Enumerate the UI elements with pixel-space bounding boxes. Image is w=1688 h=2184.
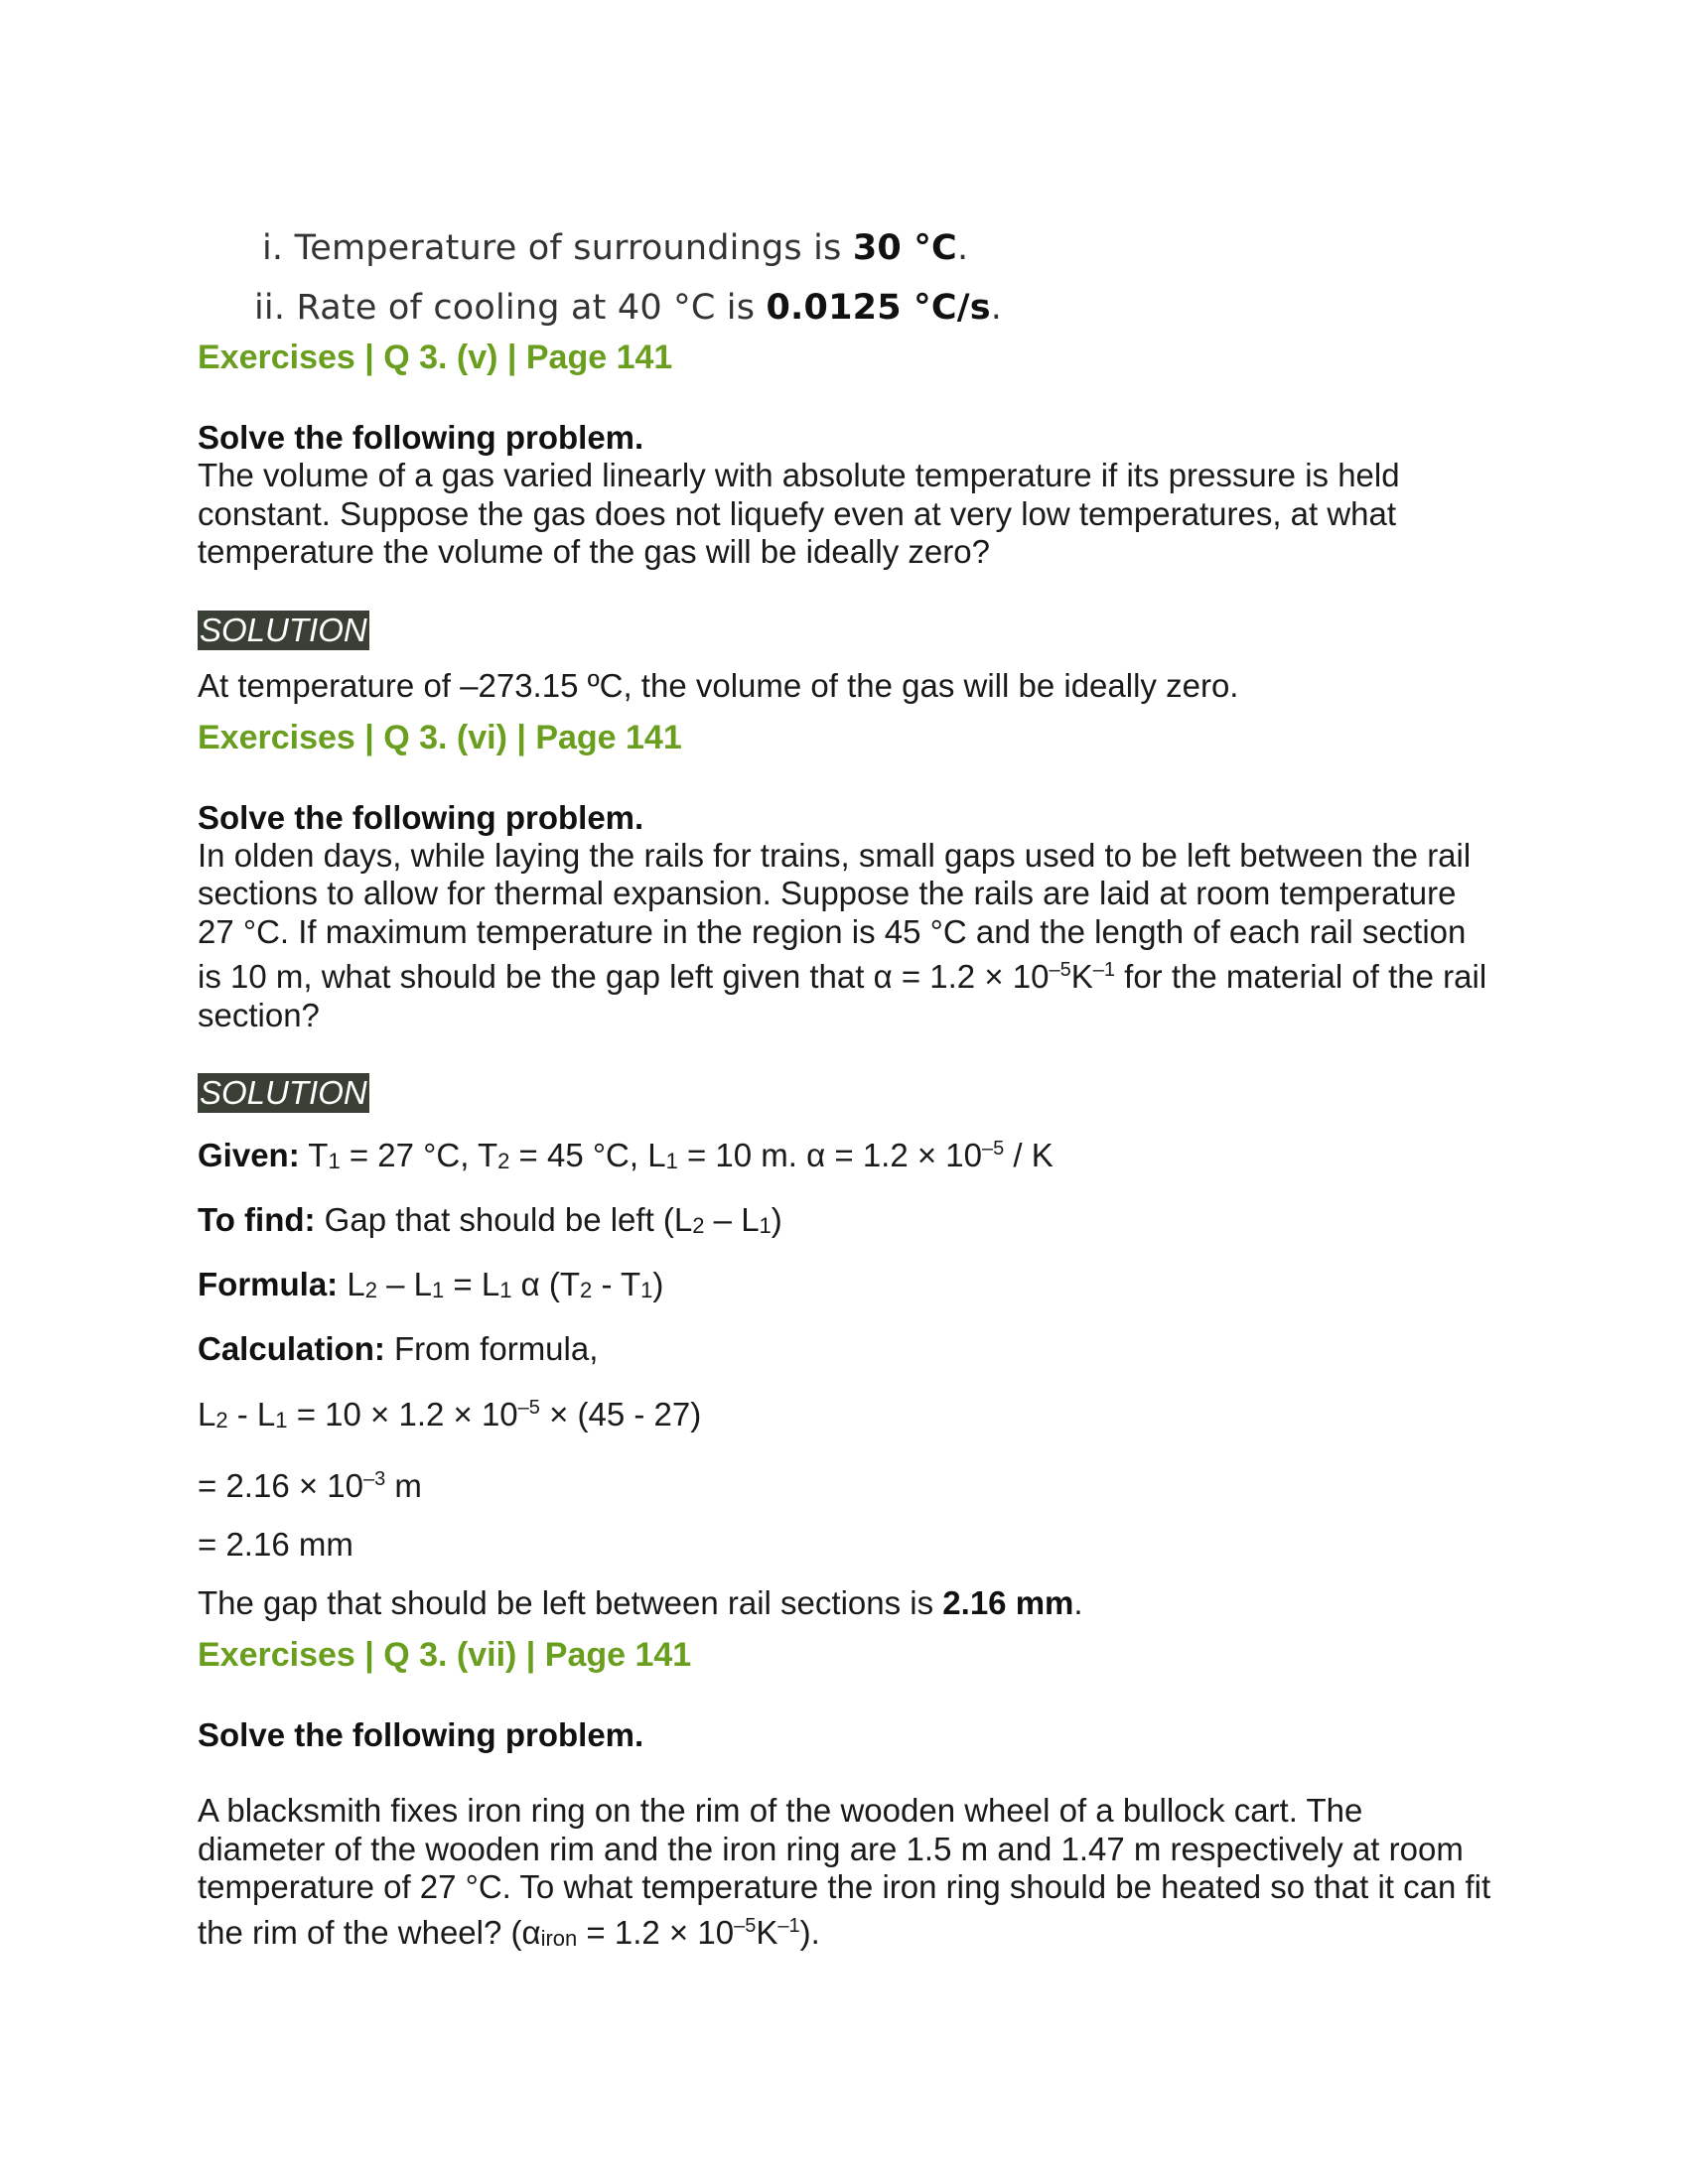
- formula-text: L: [338, 1266, 365, 1302]
- question-body: [198, 1792, 1498, 1958]
- exponent: –1: [777, 1914, 800, 1937]
- subscript: 2: [580, 1278, 593, 1302]
- question-body-text: ).: [799, 1913, 820, 1951]
- subscript: iron: [540, 1925, 578, 1951]
- exponent: –1: [1092, 959, 1115, 981]
- conclusion-text: The gap that should be left between rail sections is: [198, 1584, 943, 1621]
- unit-text: K: [756, 1913, 778, 1951]
- subscript: 2: [364, 1278, 377, 1302]
- given-line: [198, 1129, 1498, 1181]
- subscript: 2: [215, 1408, 228, 1433]
- subscript: 1: [328, 1149, 341, 1173]
- calc-text: = 2.16 × 10: [198, 1467, 363, 1504]
- calculation-line: [198, 1329, 1498, 1369]
- formula-label: Formula:: [198, 1266, 339, 1302]
- calc-text: L: [198, 1396, 216, 1433]
- question-body: The volume of a gas varied linearly with absolute temperature if its pressure is held constant. Suppose the gas does not liquefy even at very low temperatures, at what temperature the volume of the gas will be ideally zero?: [198, 457, 1400, 570]
- exercise-heading-q3-v[interactable]: Exercises | Q 3. (v) | Page 141: [198, 339, 673, 376]
- conclusion-value: 2.16 mm: [942, 1584, 1074, 1621]
- answer-item-1-value: 30 °C: [852, 228, 957, 268]
- given-text: T: [308, 1137, 329, 1173]
- calc-text: × (45 - 27): [539, 1396, 702, 1433]
- calculation-text: From formula,: [384, 1330, 599, 1367]
- subscript: 1: [432, 1278, 445, 1302]
- question-title: Solve the following problem.: [198, 419, 644, 456]
- question-title: Solve the following problem.: [198, 1716, 644, 1753]
- answer-item-1-text: i. Temperature of surroundings is: [262, 228, 853, 268]
- answer-item-2-value: 0.0125 °C/s: [766, 288, 991, 328]
- subscript: 1: [275, 1408, 288, 1433]
- answer-item-2-text: ii. Rate of cooling at 40 °C is: [254, 288, 767, 328]
- calc-text: - L: [227, 1396, 276, 1433]
- exponent: –3: [362, 1468, 386, 1490]
- unit-text: K: [1070, 958, 1093, 995]
- question-body-text: for the material of the rail section?: [198, 958, 1487, 1033]
- formula-line: [198, 1265, 1498, 1310]
- to-find-text: – L: [704, 1201, 760, 1238]
- subscript: 1: [499, 1278, 512, 1302]
- document-page: [198, 218, 1498, 1958]
- to-find-line: [198, 1200, 1498, 1246]
- given-label: Given:: [198, 1137, 300, 1173]
- calculation-step-2: [198, 1459, 1498, 1506]
- solution-badge[interactable]: SOLUTION: [200, 1074, 367, 1111]
- subscript: 1: [759, 1213, 772, 1238]
- conclusion-end: .: [1073, 1584, 1083, 1621]
- formula-text: - T: [592, 1266, 641, 1302]
- formula-text: – L: [376, 1266, 432, 1302]
- exponent: –5: [517, 1397, 540, 1419]
- answer-item-2: [198, 278, 1498, 338]
- calculation-label: Calculation:: [198, 1330, 385, 1367]
- formula-text: = L: [444, 1266, 500, 1302]
- calculation-step-1: [198, 1388, 1498, 1440]
- given-text: = 27 °C, T: [340, 1137, 498, 1173]
- subscript: 1: [640, 1278, 653, 1302]
- exercise-heading-q3-vii[interactable]: Exercises | Q 3. (vii) | Page 141: [198, 1636, 692, 1674]
- calculation-step-3: = 2.16 mm: [198, 1526, 353, 1563]
- solution-answer: At temperature of –273.15 ºC, the volume of the gas will be ideally zero.: [198, 666, 1239, 704]
- formula-text: α (T: [511, 1266, 581, 1302]
- calc-text: = 10 × 1.2 × 10: [287, 1396, 518, 1433]
- question-body-text: = 1.2 × 10: [577, 1913, 735, 1951]
- given-text: / K: [1004, 1137, 1054, 1173]
- exponent: –5: [982, 1138, 1005, 1160]
- answer-item-1: [198, 218, 1498, 278]
- to-find-text: Gap that should be left (L: [315, 1201, 693, 1238]
- subscript: 2: [692, 1213, 705, 1238]
- question-title: Solve the following problem.: [198, 798, 644, 836]
- subscript: 2: [497, 1149, 510, 1173]
- subscript: 1: [665, 1149, 678, 1173]
- question-body: [198, 837, 1498, 1035]
- answer-item-2-end: .: [990, 288, 1003, 328]
- exercise-heading-q3-vi[interactable]: Exercises | Q 3. (vi) | Page 141: [198, 718, 682, 756]
- exponent: –5: [1049, 959, 1071, 981]
- exponent: –5: [734, 1914, 757, 1937]
- to-find-label: To find:: [198, 1201, 316, 1238]
- answer-item-1-end: .: [956, 228, 969, 268]
- solution-badge[interactable]: SOLUTION: [200, 611, 367, 648]
- question-body-text: A blacksmith fixes iron ring on the rim of the wooden wheel of a bullock cart. The diameter of the wooden rim and the iron ring are 1.5 m and 1.47 m respectively at room temperature of 27 °C. To what temperature the iron ring should be heated so that it can fit the rim of the wheel? (α: [198, 1792, 1491, 1951]
- to-find-text: ): [771, 1201, 782, 1238]
- calc-text: m: [385, 1467, 422, 1504]
- given-text: = 10 m. α = 1.2 × 10: [677, 1137, 983, 1173]
- given-text: = 45 °C, L: [509, 1137, 666, 1173]
- question-body-text: In olden days, while laying the rails for trains, small gaps used to be left between the rail sections to allow for thermal expansion. Suppose the rails are laid at room temperature 27 °C. If maximum temperature in the region is 45 °C and the length of each rail section is 10 m, what should be the gap left given that α = 1.2 × 10: [198, 836, 1472, 995]
- formula-text: ): [652, 1266, 664, 1302]
- conclusion-line: [198, 1583, 1498, 1623]
